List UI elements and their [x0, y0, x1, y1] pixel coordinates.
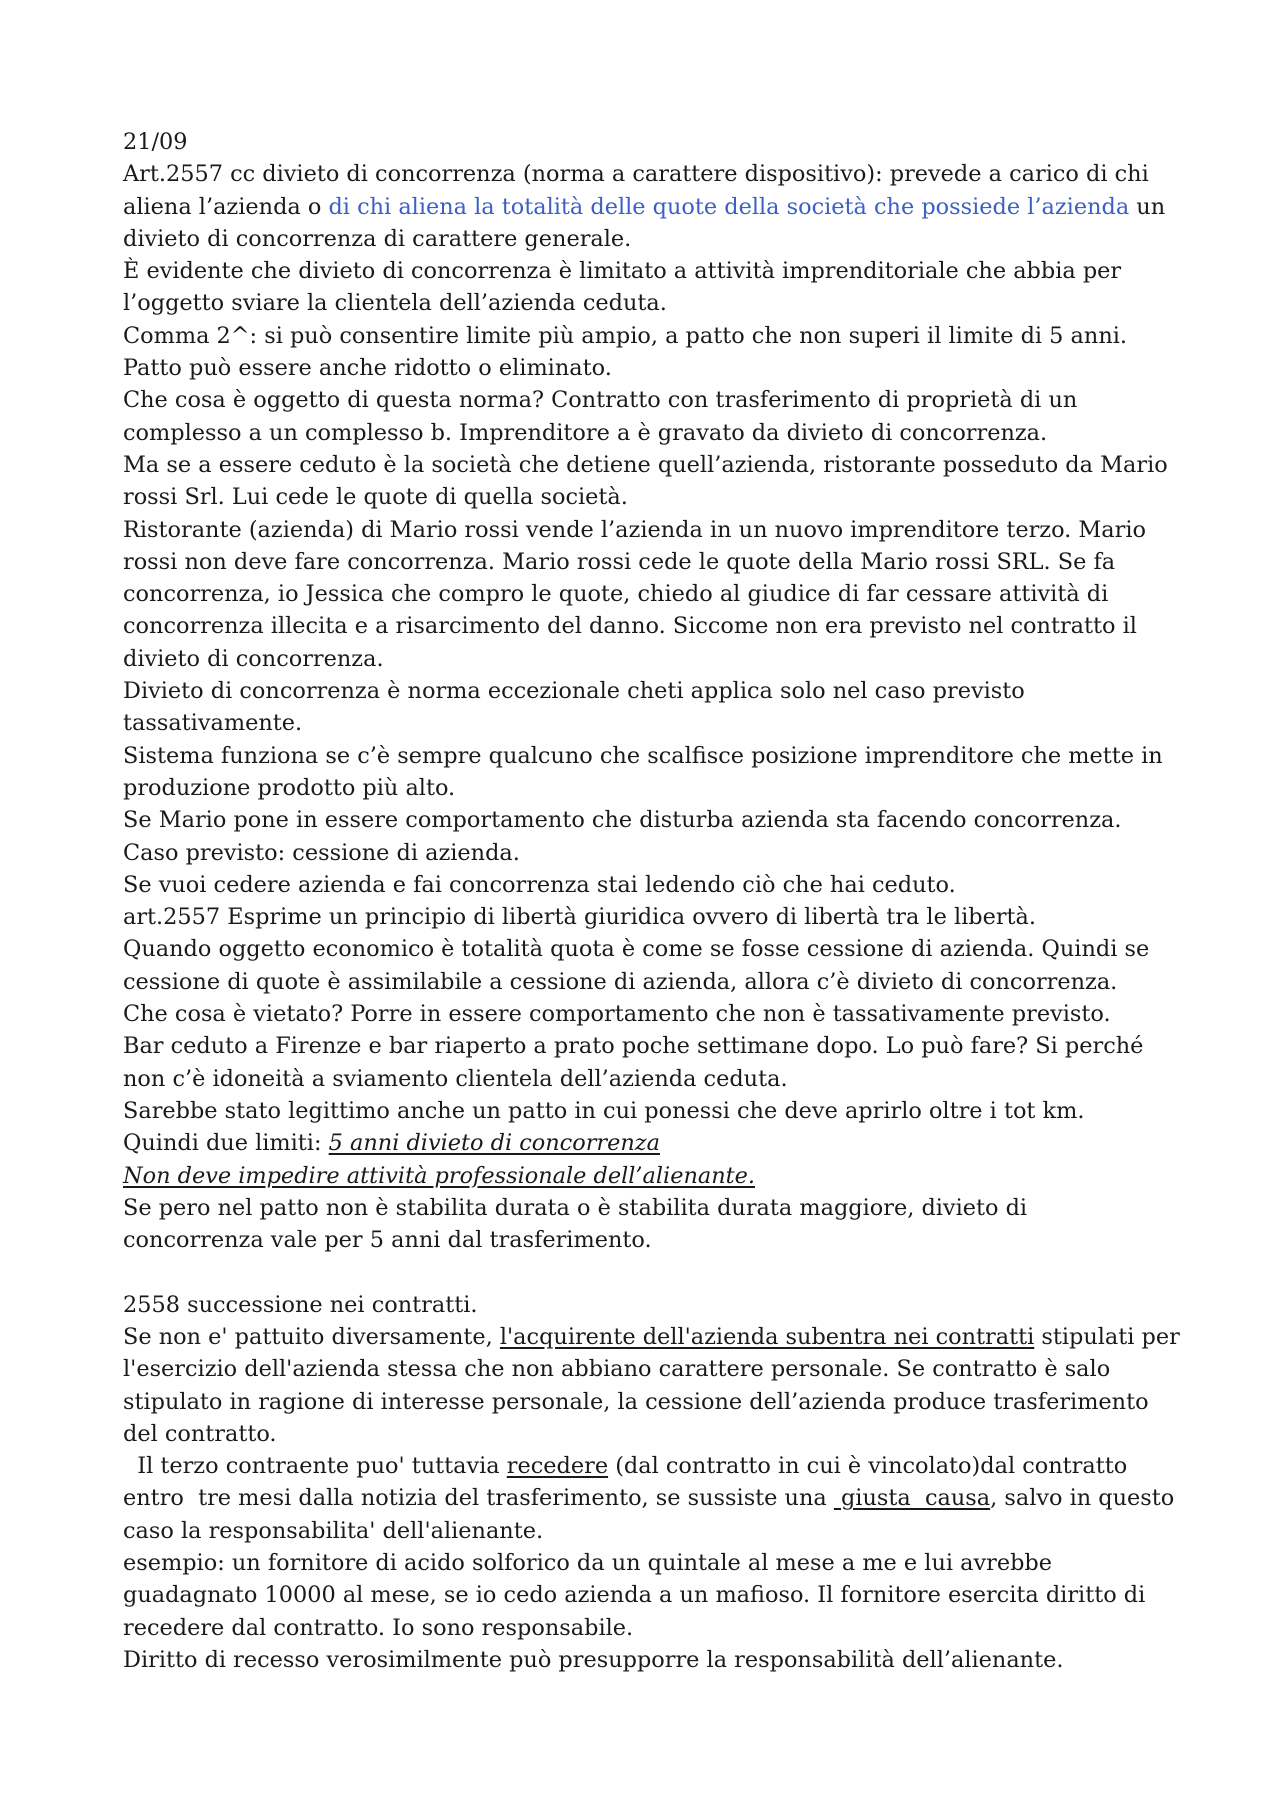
text-line: non c’è idoneità a sviamento clientela dell’azienda ceduta. — [123, 1065, 788, 1092]
text-line — [123, 1482, 1183, 1514]
underlined-italic-line: Non deve impedire attività professionale dell’alienante. — [123, 1162, 756, 1189]
text-line: caso la responsabilita' dell'alienante. — [123, 1517, 544, 1544]
text-span: aliena l’azienda o — [123, 193, 329, 220]
text-line: Sistema funziona se c’è sempre qualcuno che scalfisce posizione imprenditore che mette in — [123, 742, 1163, 769]
text-line: complesso a un complesso b. Imprenditore a è gravato da divieto di concorrenza. — [123, 419, 1048, 446]
text-line: guadagnato 10000 al mese, se io cedo azienda a un mafioso. Il fornitore esercita diritto di — [123, 1582, 1146, 1609]
text-span: un — [1129, 193, 1166, 220]
text-line: concorrenza vale per 5 anni dal trasferimento. — [123, 1227, 652, 1254]
text-line: Caso previsto: cessione di azienda. — [123, 839, 520, 866]
text-line: rossi Srl. Lui cede le quote di quella società. — [123, 484, 628, 511]
text-line: del contratto. — [123, 1420, 277, 1447]
text-line — [123, 1450, 1183, 1482]
text-line: tassativamente. — [123, 710, 303, 737]
text-line — [123, 1127, 1183, 1159]
underlined-italic-text: 5 anni divieto di concorrenza — [328, 1130, 660, 1157]
text-line: Divieto di concorrenza è norma eccezionale cheti applica solo nel caso previsto — [123, 678, 1025, 705]
text-line: Se Mario pone in essere comportamento che disturba azienda sta facendo concorrenza. — [123, 807, 1122, 834]
text-line: concorrenza illecita e a risarcimento del danno. Siccome non era previsto nel contratto il — [123, 613, 1137, 640]
date-heading: 21/09 — [123, 129, 188, 155]
text-line: divieto di concorrenza. — [123, 645, 384, 672]
paragraph-spacer — [123, 1256, 1183, 1288]
text-line: art.2557 Esprime un principio di libertà giuridica ovvero di libertà tra le libertà. — [123, 904, 1037, 931]
text-line: produzione prodotto più alto. — [123, 774, 456, 801]
text-span: Se non e' pattuito diversamente, — [123, 1323, 500, 1350]
text-line: Che cosa è oggetto di questa norma? Contratto con trasferimento di proprietà di un — [123, 387, 1078, 414]
text-line: Ristorante (azienda) di Mario rossi vende l’azienda in un nuovo imprenditore terzo. Mario — [123, 516, 1147, 543]
text-span: stipulati per — [1034, 1323, 1180, 1350]
text-line: Che cosa è vietato? Porre in essere comportamento che non è tassativamente previsto. — [123, 1001, 1111, 1028]
text-line: Patto può essere anche ridotto o eliminato. — [123, 355, 612, 382]
text-line: Bar ceduto a Firenze e bar riaperto a prato poche settimane dopo. Lo può fare? Si perché — [123, 1033, 1144, 1060]
text-line: concorrenza, io Jessica che compro le quote, chiedo al giudice di far cessare attività di — [123, 581, 1109, 608]
text-span: (dal contratto in cui è vincolato)dal contratto — [608, 1453, 1128, 1480]
underlined-text: giusta causa — [833, 1485, 991, 1512]
text-line: Art.2557 cc divieto di concorrenza (norma a carattere dispositivo): prevede a carico di chi — [123, 161, 1149, 188]
text-line: cessione di quote è assimilabile a cessione di azienda, allora c’è divieto di concorrenza. — [123, 968, 1118, 995]
text-line: esempio: un fornitore di acido solforico da un quintale al mese a me e lui avrebbe — [123, 1550, 1053, 1577]
text-line: stipulato in ragione di interesse personale, la cessione dell’azienda produce trasferimento — [123, 1388, 1149, 1415]
text-line — [123, 191, 1183, 223]
text-line: Ma se a essere ceduto è la società che detiene quell’azienda, ristorante posseduto da Mario — [123, 451, 1168, 478]
text-line: rossi non deve fare concorrenza. Mario rossi cede le quote della Mario rossi SRL. Se fa — [123, 548, 1116, 575]
text-span: Il terzo contraente puo' tuttavia — [123, 1453, 507, 1480]
section-heading: 2558 successione nei contratti. — [123, 1291, 478, 1318]
text-line: Se vuoi cedere azienda e fai concorrenza stai ledendo ciò che hai ceduto. — [123, 871, 956, 898]
text-line: l'esercizio dell'azienda stessa che non abbiano carattere personale. Se contratto è salo — [123, 1356, 1111, 1383]
text-line: Diritto di recesso verosimilmente può presupporre la responsabilità dell’alienante. — [123, 1646, 1064, 1673]
underlined-text: recedere — [506, 1453, 609, 1480]
text-span: entro tre mesi dalla notizia del trasferimento, se sussiste una — [123, 1485, 834, 1512]
text-line — [123, 1321, 1183, 1353]
text-line: recedere dal contratto. Io sono responsabile. — [123, 1614, 634, 1641]
text-span: Quindi due limiti: — [123, 1130, 329, 1157]
text-line: divieto di concorrenza di carattere generale. — [123, 225, 632, 252]
document-body — [123, 126, 1183, 1676]
text-span: , salvo in questo — [990, 1485, 1175, 1512]
highlighted-text: di chi aliena la totalità delle quote della società che possiede l’azienda — [328, 193, 1130, 220]
text-line: l’oggetto sviare la clientela dell’azienda ceduta. — [123, 290, 667, 317]
underlined-text: l'acquirente dell'azienda subentra nei contratti — [499, 1323, 1035, 1350]
text-line: Se pero nel patto non è stabilita durata o è stabilita durata maggiore, divieto di — [123, 1194, 1028, 1221]
text-line: È evidente che divieto di concorrenza è limitato a attività imprenditoriale che abbia per — [123, 258, 1122, 285]
text-line: Sarebbe stato legittimo anche un patto in cui ponessi che deve aprirlo oltre i tot km. — [123, 1097, 1085, 1124]
text-line: Comma 2^: si può consentire limite più ampio, a patto che non superi il limite di 5 anni. — [123, 322, 1128, 349]
text-line: Quando oggetto economico è totalità quota è come se fosse cessione di azienda. Quindi se — [123, 936, 1150, 963]
